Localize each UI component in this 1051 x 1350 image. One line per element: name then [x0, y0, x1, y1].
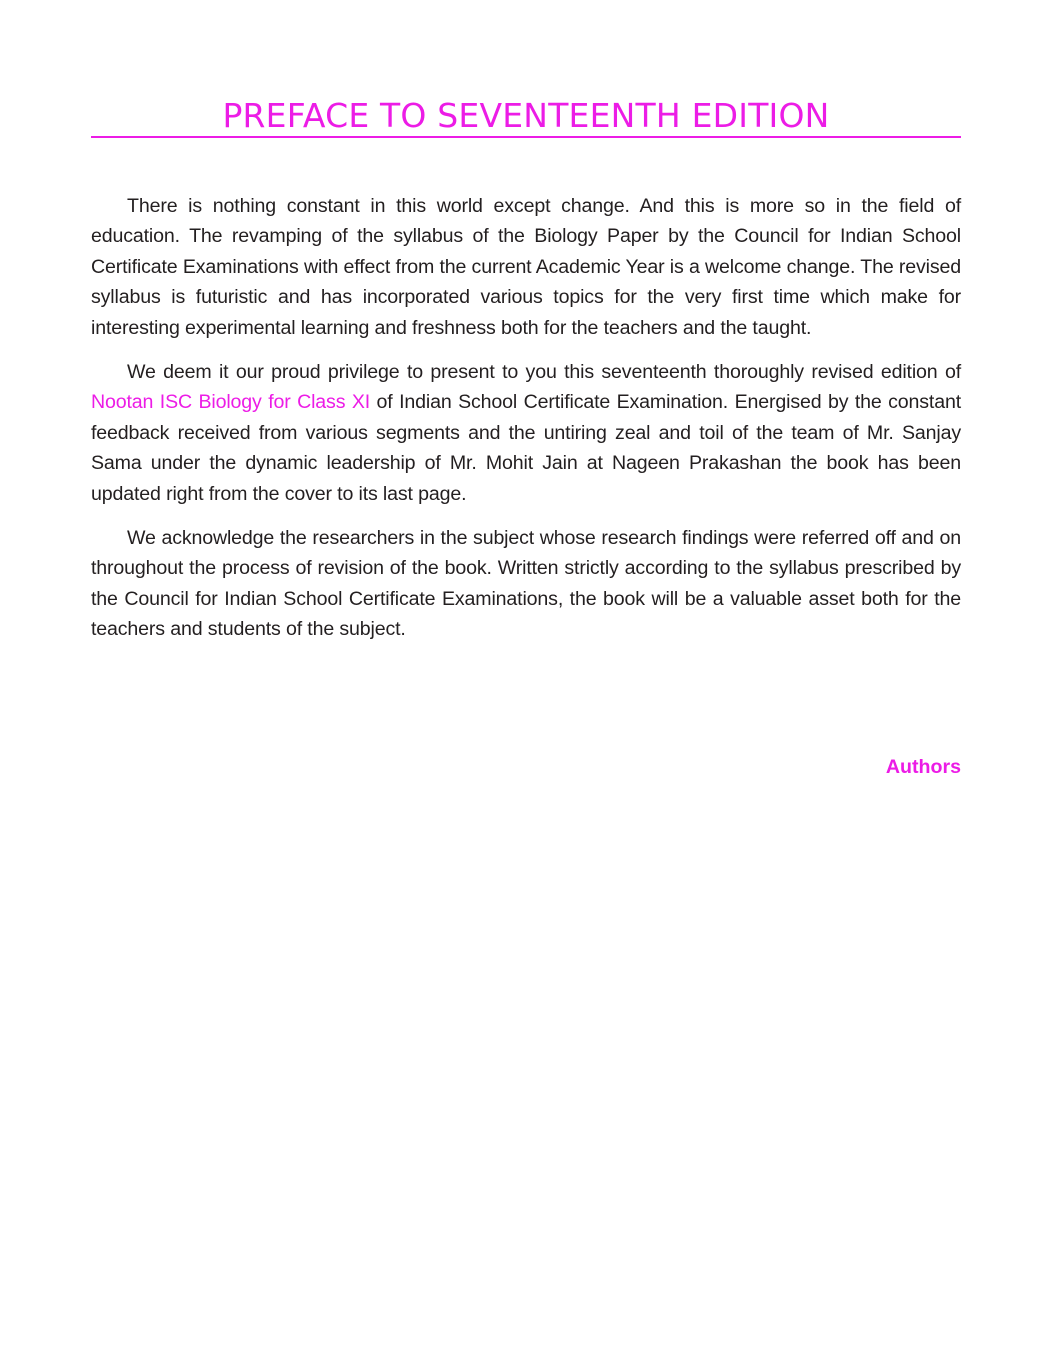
preface-page [91, 0, 961, 778]
title-underline [91, 136, 961, 138]
page-title: PREFACE TO SEVENTEENTH EDITION [222, 96, 830, 135]
book-title: Nootan ISC Biology for Class XI [91, 391, 371, 414]
paragraph-1: There is nothing constant in this world except change. And this is more so in the field of education. The revamping of the syllabus of the Biology Paper by the Council for Indian School Certificate Examinations with effect from the current Academic Year is a welcome change. The revised syllabus is futuristic and has incorporated various topics for the very first time which make for interesting experimental learning and freshness both for the teachers and the taught. [91, 195, 961, 339]
preface-body [91, 191, 961, 645]
paragraph-3: We acknowledge the researchers in the subject whose research findings were referred off and on throughout the process of revision of the book. Written strictly according to the syllabus prescribed by the Council for Indian School Certificate Examinations, the book will be a valuable asset both for the teachers and students of the subject. [91, 527, 961, 641]
paragraph-2-text-after: of Indian School Certificate Examination. Energised by the constant feedback received from various segments and the untiring zeal and toil of the team of Mr. Sanjay Sama under the dynamic leadership of Mr. Mohit Jain at Nageen Prakashan the book has been updated right from the cover to its last page. [91, 391, 961, 505]
paragraph-2-text-before: We deem it our proud privilege to present to you this seventeenth thoroughly revised edition of [127, 361, 961, 384]
signature: Authors [885, 756, 961, 778]
paragraph-2 [91, 357, 961, 509]
